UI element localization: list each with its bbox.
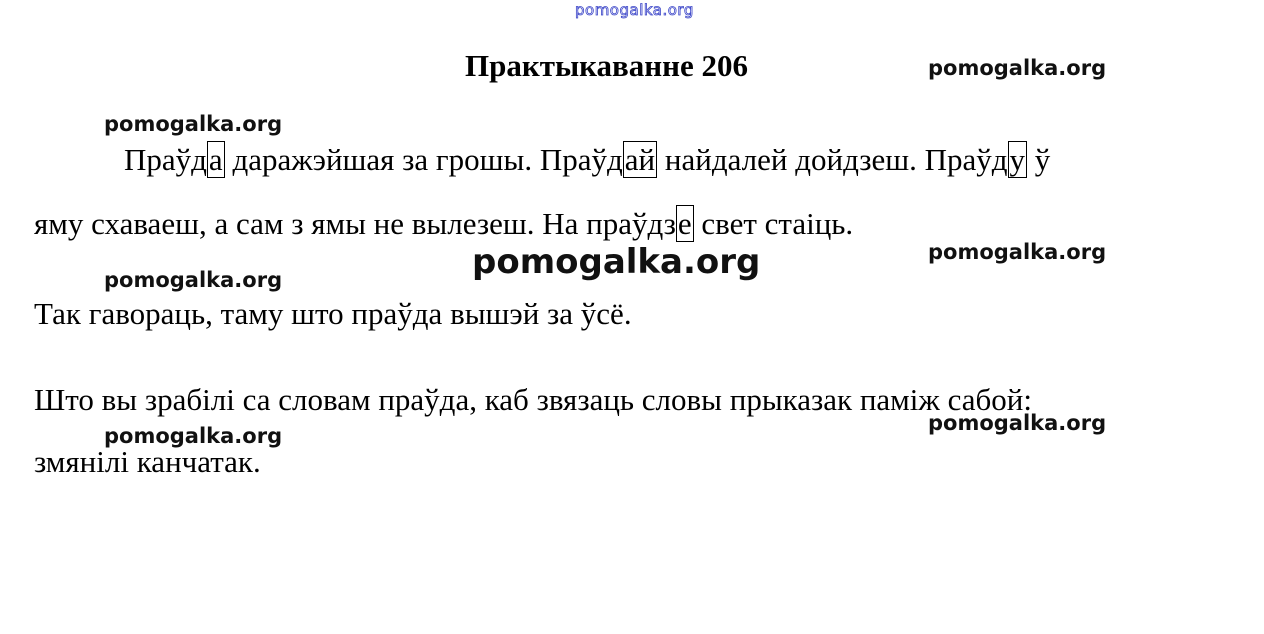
text-segment: свет стаіць. bbox=[693, 206, 854, 241]
text-segment: Праўд bbox=[124, 142, 207, 177]
text-line-5: змянілі канчатак. bbox=[34, 444, 261, 479]
watermark: pomogalka.org bbox=[928, 56, 1107, 80]
text-segment: яму схаваеш, а сам з ямы не вылезеш. На праўдз bbox=[34, 206, 676, 241]
text-line-4: Што вы зрабілі са словам праўда, каб звязаць словы прыказак паміж сабой: bbox=[34, 382, 1032, 417]
watermark-top: pomogalka.org bbox=[575, 1, 694, 19]
watermark: pomogalka.org bbox=[928, 411, 1107, 435]
text-line-2 bbox=[34, 206, 853, 242]
ending-box: у bbox=[1009, 142, 1026, 177]
watermark: pomogalka.org bbox=[104, 424, 283, 448]
ending-box: е bbox=[677, 206, 692, 241]
watermark: pomogalka.org bbox=[928, 240, 1107, 264]
text-segment: найдалей дойдзеш. Праўд bbox=[657, 142, 1008, 177]
watermark: pomogalka.org bbox=[104, 268, 283, 292]
watermark: pomogalka.org bbox=[104, 112, 283, 136]
text-segment: даражэйшая за грошы. Праўд bbox=[224, 142, 623, 177]
exercise-title: Практыкаванне 206 bbox=[465, 48, 749, 83]
ending-box: а bbox=[208, 142, 223, 177]
text-line-1 bbox=[124, 142, 1050, 178]
text-segment: ў bbox=[1027, 142, 1051, 177]
text-line-3: Так гавораць, таму што праўда вышэй за ўсё. bbox=[34, 296, 632, 331]
watermark-center: pomogalka.org bbox=[472, 242, 761, 282]
ending-box: ай bbox=[624, 142, 656, 177]
